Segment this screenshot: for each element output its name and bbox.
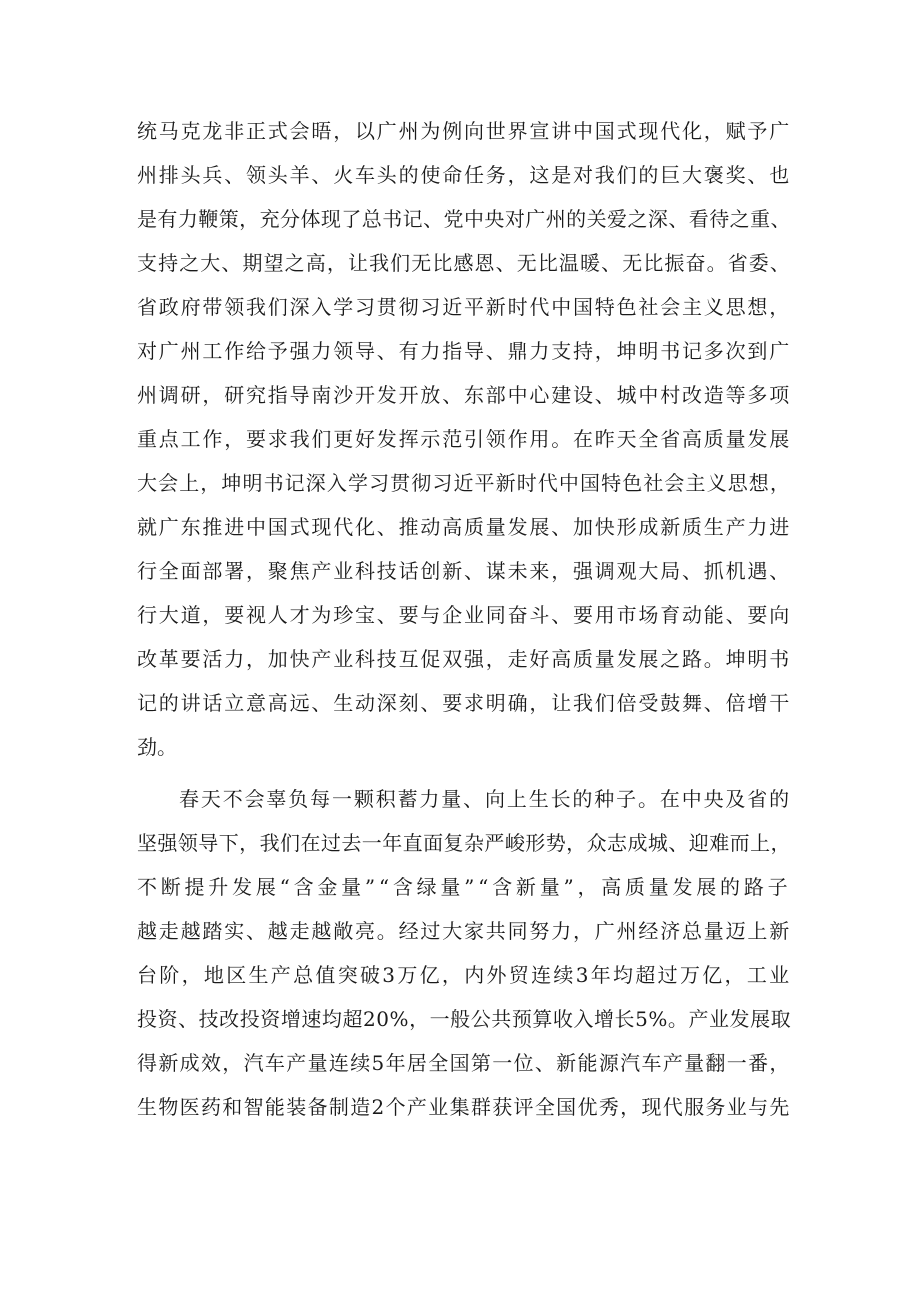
text-line: 改革要活力，加快产业科技互促双强，走好高质量发展之路。坤明书 — [137, 647, 791, 671]
text-line: 坚强领导下，我们在过去一年直面复杂严峻形势，众志成城、迎难而上， — [137, 831, 791, 855]
text-line: 行全面部署，聚焦产业科技话创新、谋未来，强调观大局、抓机遇、 — [137, 559, 791, 583]
text-line: 大会上，坤明书记深入学习贯彻习近平新时代中国特色社会主义思想， — [137, 471, 791, 495]
text-line: 对广州工作给予强力领导、有力指导、鼎力支持，坤明书记多次到广 — [137, 339, 791, 363]
text-line: 州排头兵、领头羊、火车头的使命任务，这是对我们的巨大褒奖、也 — [137, 163, 791, 187]
body-text — [137, 109, 791, 1129]
text-line: 行大道，要视人才为珍宝、要与企业同奋斗、要用市场育动能、要向 — [137, 603, 791, 627]
text-line-indented: 春天不会辜负每一颗积蓄力量、向上生长的种子。在中央及省的 — [179, 787, 791, 811]
text-line: 州调研，研究指导南沙开发开放、东部中心建设、城中村改造等多项 — [137, 383, 791, 407]
text-line: 重点工作，要求我们更好发挥示范引领作用。在昨天全省高质量发展 — [137, 427, 791, 451]
text-line: 是有力鞭策，充分体现了总书记、党中央对广州的关爱之深、看待之重、 — [137, 207, 791, 231]
text-line: 生物医药和智能装备制造2个产业集群获评全国优秀，现代服务业与先 — [137, 1095, 791, 1119]
text-line: 支持之大、期望之高，让我们无比感恩、无比温暖、无比振奋。省委、 — [137, 251, 791, 275]
paragraph-2 — [137, 777, 791, 1129]
text-line: 台阶，地区生产总值突破3万亿，内外贸连续3年均超过万亿，工业 — [137, 963, 792, 987]
text-line: 省政府带领我们深入学习贯彻习近平新时代中国特色社会主义思想， — [137, 295, 791, 319]
paragraph-1 — [137, 109, 791, 769]
text-line: 得新成效，汽车产量连续5年居全国第一位、新能源汽车产量翻一番， — [137, 1051, 791, 1075]
text-line: 越走越踏实、越走越敞亮。经过大家共同努力，广州经济总量迈上新 — [137, 919, 791, 943]
text-line: 就广东推进中国式现代化、推动高质量发展、加快形成新质生产力进 — [137, 515, 791, 539]
text-line: 投资、技改投资增速均超20%，一般公共预算收入增长5%。产业发展取 — [137, 1007, 792, 1031]
text-line: 不断提升发展“含金量”“含绿量”“含新量”，高质量发展的路子 — [137, 875, 792, 899]
paragraph-spacer — [137, 769, 791, 777]
text-line: 记的讲话立意高远、生动深刻、要求明确，让我们倍受鼓舞、倍增干 — [137, 691, 791, 715]
text-line: 劲。 — [137, 735, 177, 759]
text-line: 统马克龙非正式会晤，以广州为例向世界宣讲中国式现代化，赋予广 — [137, 119, 791, 143]
